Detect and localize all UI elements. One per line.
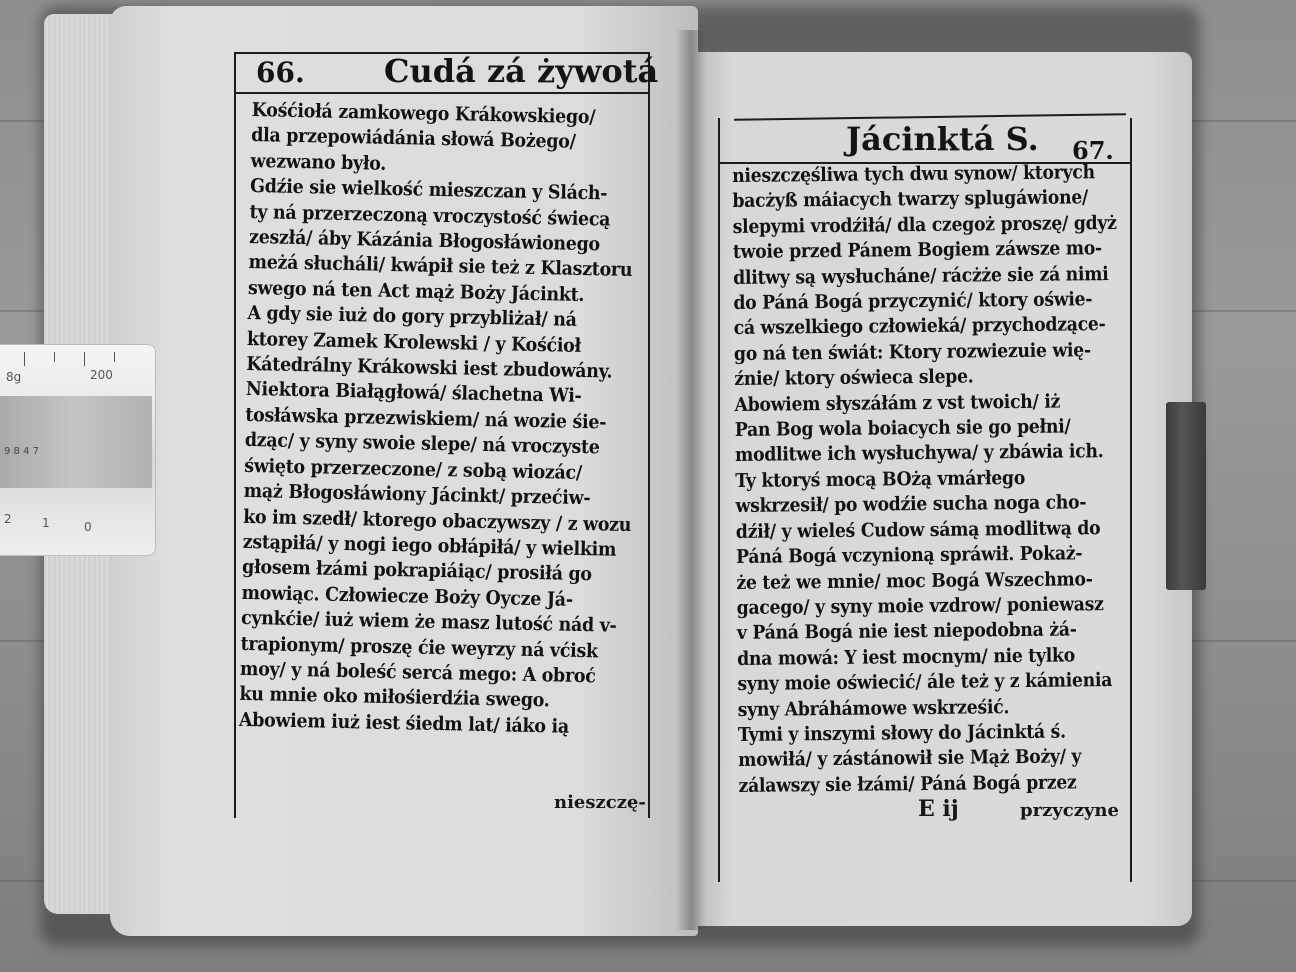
left-page-text-line: ktorey Zamek Krolewski / y Kośćioł	[246, 327, 582, 357]
left-page-body	[239, 98, 640, 741]
right-page-text-line: wskrzesił/ po wodźie sucha noga cho-	[735, 491, 1087, 518]
left-page-text-line: meżá słucháli/ kwápił sie też z Klasztoru	[248, 251, 633, 282]
left-page-text-line: trapionym/ proszę ćie weyrzy ná vćisk	[240, 632, 599, 662]
book-gutter	[676, 30, 706, 930]
left-page-text-line: głosem łzámi pokrapiáiąc/ prosiłá go	[241, 556, 592, 586]
ruler-tick	[114, 352, 115, 362]
ruler-digit: 1	[42, 516, 50, 530]
ruler-digit: 0	[84, 520, 92, 534]
right-catchword: przyczyne	[1020, 800, 1119, 821]
left-catchword: nieszczę-	[554, 792, 646, 813]
right-page-text-line: Pan Bog wola boiacych sie go pełni/	[734, 415, 1071, 442]
left-head-rule	[234, 92, 648, 94]
right-page-text-line: mowiłá/ y zástánowił sie Mąż Boży/ y	[738, 745, 1082, 772]
left-page-text-line: moy/ y ná boleść sercá mego: A obroć	[239, 657, 596, 688]
left-page-text-line: swego ná ten Act mąż Boży Jácinkt.	[247, 276, 585, 306]
right-running-head: Jácinktá S.	[846, 120, 1039, 158]
left-running-head: Cudá zá żywotá	[384, 52, 659, 90]
left-page-text-line: tosłáwska przezwiskiem/ ná wozie śie-	[245, 403, 607, 434]
left-page-text-line: mowiąc. Człowiecze Boży Oycze Já-	[241, 581, 574, 611]
right-page-body	[732, 160, 1123, 799]
right-page-number: 67.	[1072, 136, 1114, 165]
left-page-text-line: mąż Błogosłáwiony Jácinkt/ przećiw-	[243, 480, 591, 510]
left-page-text-line: wezwano było.	[250, 149, 387, 175]
left-page-text-line: ko im szedł/ ktorego obaczywszy / z wozu	[243, 505, 632, 536]
left-page-text-line: Abowiem iuż iest śiedm lat/ iáko ią	[238, 708, 570, 738]
left-page-text-line: zstąpiłá/ y nogi iego obłápiłá/ y wielkim	[242, 530, 617, 561]
right-page-text-line: syny Abráhámowe wskrześić.	[737, 695, 1010, 721]
left-page-text-line: Gdźie sie wielkość mieszczan y Slách-	[249, 175, 608, 205]
left-page-number: 66.	[256, 56, 305, 89]
right-page-text-line: modlitwe ich wysłuchywa/ y zbáwia ich.	[734, 440, 1104, 467]
right-page-text-line: źnie/ ktory oświeca slepe.	[734, 365, 974, 391]
right-page-text-line: że też we mnie/ moc Bogá Wszechmo-	[736, 567, 1093, 594]
right-signature-mark: E ij	[918, 796, 959, 822]
right-page-text-line: syny moie oświecić/ ále też y z kámienia	[737, 669, 1113, 696]
left-page-text-line: cynkćie/ iuż wiem że masz lutość nád v-	[240, 607, 617, 637]
right-page-text-line: nieszczęśliwa tych dwu synow/ ktorych	[732, 161, 1095, 187]
right-page-text-line: twoie przed Pánem Bogiem záwsze mo-	[732, 237, 1102, 264]
right-page-text-line: Abowiem słyszáłám z vst twoich/ iż	[734, 390, 1061, 416]
left-page-text-line: Kośćiołá zamkowego Krákowskiego/	[251, 98, 596, 129]
right-page-text-line: cá wszelkiego człowieká/ przychodzące-	[733, 313, 1106, 340]
right-page-text-line: go ná ten świát: Ktory rozwiezuie wię-	[733, 339, 1091, 365]
left-page-text-line: ku mnie oko miłośierdźia swego.	[239, 683, 550, 712]
left-page-text-line: A gdy sie iuż do gory przybliżał/ ná	[247, 302, 577, 332]
left-page-text-line: dząc/ y syny swoie slepe/ ná vroczyste	[244, 429, 600, 459]
right-page-text-line: Ty ktoryś mocą BOżą vmárłego	[735, 466, 1026, 492]
right-page-text-line: Tymi y inszymi słowy do Jácinktá ś.	[737, 720, 1066, 746]
ruler-tick	[24, 352, 25, 366]
right-page-text-line: dna mowá: Y iest mocnym/ nie tylko	[737, 644, 1075, 670]
ruler-label-right: 200	[90, 368, 113, 382]
right-page-text-line: slepymi vrodźiłá/ dla czegoż proszę/ gdyż	[732, 211, 1117, 238]
page-clip	[1166, 402, 1206, 590]
ruler-tick	[54, 352, 55, 362]
ruler-side-text: 9 8 4 7	[4, 446, 39, 457]
right-page-text-line: do Páná Bogá przyczynić/ ktory oświe-	[733, 288, 1093, 315]
right-page-text-line: dlitwy są wysłucháne/ rácżże sie zá nimi	[733, 262, 1109, 289]
right-page-text-line: zálawszy sie łzámi/ Páná Bogá przez	[738, 771, 1077, 797]
left-page-text-line: święto przerzeczone/ z sobą wiozác/	[244, 454, 583, 484]
left-page-text-line: zeszłá/ áby Kázánia Błogosłáwionego	[248, 226, 601, 256]
ruler-tick	[84, 352, 85, 366]
left-page-text-line: dla przepowiádánia słowá Bożego/	[250, 124, 576, 154]
left-page-text-line: ty ná przerzeczoną vroczystość świecą	[249, 200, 611, 231]
ruler-digit: 2	[4, 512, 12, 526]
measuring-ruler	[0, 344, 162, 556]
right-page-text-line: bacżyß máiacych twarzy splugáwione/	[732, 186, 1089, 213]
right-page-text-line: dźił/ y wieleś Cudow sámą modlitwą do	[735, 516, 1101, 543]
ruler-label-left: 8g	[6, 370, 22, 384]
left-page-text-line: Niektora Białągłowá/ ślachetna Wi-	[245, 378, 582, 408]
ruler-shadow-band	[0, 396, 152, 488]
left-page-text-line: Kátedrálny Krákowski iest zbudowány.	[246, 353, 613, 383]
right-page-text-line: Páná Bogá vczynioną spráwił. Pokaż-	[736, 542, 1083, 569]
right-page-text-line: gacego/ y syny moie vzdrow/ poniewasz	[736, 593, 1104, 619]
right-page-text-line: v Páná Bogá nie iest niepodobna żá-	[736, 618, 1077, 645]
